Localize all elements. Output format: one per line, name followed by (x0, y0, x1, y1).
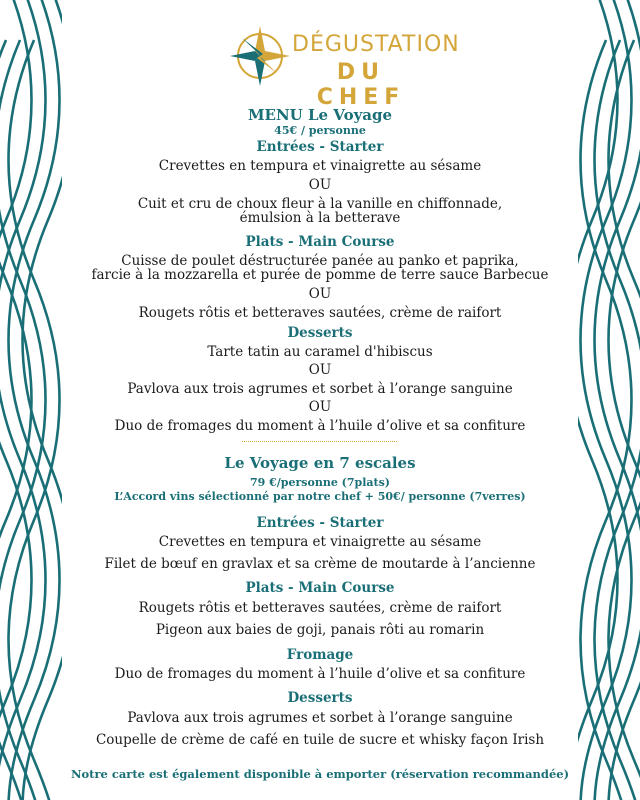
menu1-entree-1: Crevettes en tempura et vinaigrette au sésame (158, 158, 482, 174)
menu2-fromage-heading: Fromage (286, 647, 354, 663)
footer-note: Notre carte est également disponible à emporter (réservation recommandée) (70, 767, 570, 781)
wave-border-left-icon (0, 0, 62, 800)
menu2-wine-pairing: L’Accord vins sélectionné par notre chef + 50€/ personne (7verres) (114, 490, 526, 503)
menu1-or-1: OU (308, 177, 332, 193)
menu1-or-4: OU (308, 399, 332, 415)
menu2-dessert-2: Coupelle de crème de café en tuile de sucre et whisky façon Irish (95, 732, 545, 748)
menu2-entree-1: Crevettes en tempura et vinaigrette au sésame (158, 534, 482, 550)
menu1-dessert-1: Tarte tatin au caramel d'hibiscus (207, 344, 433, 360)
menu1-entree-2-line1: Cuit et cru de choux fleur à la vanille en chiffonnade, (137, 196, 503, 212)
menu1-plat-1-line1: Cuisse de poulet déstructurée panée au panko et paprika, (121, 253, 519, 269)
menu1-plat-1-line2: farcie à la mozzarella et purée de pomme de terre sauce Barbecue (91, 267, 549, 283)
menu2-entree-2: Filet de bœuf en gravlax et sa crème de moutarde à l’ancienne (104, 556, 536, 572)
menu2-dessert-1: Pavlova aux trois agrumes et sorbet à l’orange sanguine (127, 710, 513, 726)
logo-text-line1: DÉGUSTATION (292, 32, 460, 57)
menu1-desserts-heading: Desserts (287, 325, 353, 341)
menu1-or-3: OU (308, 362, 332, 378)
menu1-title: MENU Le Voyage (247, 106, 393, 124)
menu2-plats-heading: Plats - Main Course (245, 580, 395, 596)
menu2-desserts-heading: Desserts (287, 690, 353, 706)
menu1-dessert-3: Duo de fromages du moment à l’huile d’olive et sa confiture (114, 418, 526, 434)
menu1-plats-heading: Plats - Main Course (245, 234, 395, 250)
menu1-plat-2: Rougets rôtis et betteraves sautées, crème de raifort (138, 305, 502, 321)
menu2-price: 79 €/personne (7plats) (250, 476, 390, 489)
compass-icon (230, 20, 290, 90)
logo (230, 16, 460, 110)
menu2-plat-1: Rougets rôtis et betteraves sautées, crème de raifort (138, 600, 502, 616)
menu1-price: 45€ / personne (274, 124, 366, 137)
menu1-entree-2-line2: émulsion à la betterave (239, 210, 401, 226)
menu1-or-2: OU (308, 286, 332, 302)
wave-border-right-icon (578, 0, 640, 800)
section-divider (242, 441, 397, 442)
logo-text-line2: DU CHEF (316, 60, 406, 110)
menu2-plat-2: Pigeon aux baies de goji, panais rôti au romarin (155, 622, 485, 638)
menu2-title: Le Voyage en 7 escales (224, 454, 416, 472)
menu2-entrees-heading: Entrées - Starter (256, 515, 384, 531)
menu1-entrees-heading: Entrées - Starter (256, 139, 384, 155)
menu1-dessert-2: Pavlova aux trois agrumes et sorbet à l’orange sanguine (127, 381, 513, 397)
menu-page (62, 0, 578, 800)
menu2-fromage-1: Duo de fromages du moment à l’huile d’olive et sa confiture (114, 666, 526, 682)
